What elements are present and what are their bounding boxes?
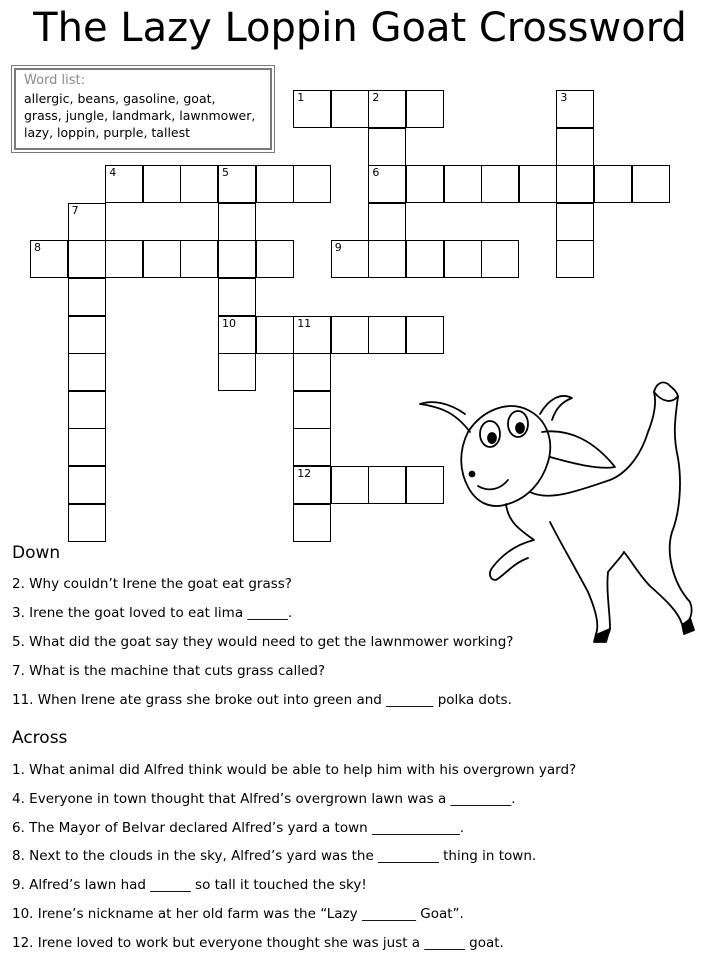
crossword-cell[interactable] — [256, 316, 294, 354]
crossword-cell[interactable] — [406, 316, 444, 354]
crossword-cell[interactable] — [68, 353, 106, 391]
crossword-cell[interactable] — [406, 240, 444, 278]
crossword-cell[interactable] — [105, 240, 143, 278]
crossword-cell[interactable] — [293, 316, 331, 354]
crossword-cell[interactable] — [256, 240, 294, 278]
across-clue: 10. Irene’s nickname at her old farm was the “Lazy ________ Goat”. — [12, 906, 464, 922]
clue-number: 5 — [222, 166, 229, 180]
clue-number: 6 — [372, 166, 380, 180]
crossword-cell[interactable] — [68, 316, 106, 354]
crossword-cell[interactable] — [519, 165, 557, 203]
crossword-cell[interactable] — [218, 278, 256, 316]
crossword-cell[interactable] — [293, 504, 331, 542]
crossword-cell[interactable] — [293, 165, 331, 203]
goat-leg — [490, 504, 534, 580]
crossword-cell[interactable] — [293, 391, 331, 429]
crossword-cell[interactable] — [331, 316, 369, 354]
crossword-cell[interactable] — [368, 90, 406, 128]
crossword-cell[interactable] — [293, 353, 331, 391]
word-list-line: lazy, loppin, purple, tallest — [24, 125, 191, 140]
crossword-cell[interactable] — [218, 240, 256, 278]
crossword-cell[interactable] — [218, 165, 256, 203]
crossword-cell[interactable] — [68, 391, 106, 429]
crossword-cell[interactable] — [556, 90, 594, 128]
crossword-cell[interactable] — [68, 278, 106, 316]
crossword-cell[interactable] — [293, 90, 331, 128]
across-heading: Across — [12, 728, 68, 748]
crossword-cell[interactable] — [556, 128, 594, 166]
crossword-cell[interactable] — [632, 165, 670, 203]
goat-ear — [542, 431, 615, 467]
crossword-cell[interactable] — [368, 203, 406, 241]
clue-number: 1 — [297, 91, 305, 104]
clue-number: 4 — [109, 166, 117, 180]
goat-horn-right — [540, 396, 572, 420]
goat-horn-left — [420, 402, 470, 432]
crossword-cell[interactable] — [218, 316, 256, 354]
across-clue: 9. Alfred’s lawn had ______ so tall it touched the sky! — [12, 877, 367, 893]
crossword-cell[interactable] — [256, 165, 294, 203]
clue-number: 9 — [334, 241, 342, 255]
clue-number: 2 — [372, 91, 380, 104]
word-list-line: allergic, beans, gasoline, goat, — [24, 91, 216, 106]
crossword-cell[interactable] — [293, 428, 331, 466]
down-heading: Down — [12, 543, 61, 563]
across-clue: 1. What animal did Alfred think would be able to help him with his overgrown yard? — [12, 762, 577, 778]
crossword-cell[interactable] — [68, 466, 106, 504]
crossword-cell[interactable] — [30, 240, 68, 278]
goat-body — [530, 392, 692, 624]
word-list-box — [14, 68, 272, 150]
crossword-cell[interactable] — [556, 203, 594, 241]
down-clue: 3. Irene the goat loved to eat lima ______. — [12, 605, 293, 621]
clue-number: 10 — [222, 316, 236, 330]
down-clue: 7. What is the machine that cuts grass called? — [12, 663, 326, 679]
clue-number: 8 — [34, 241, 41, 255]
crossword-cell[interactable] — [556, 240, 594, 278]
crossword-cell[interactable] — [368, 165, 406, 203]
crossword-cell[interactable] — [368, 240, 406, 278]
crossword-cell[interactable] — [68, 240, 106, 278]
word-list-words — [24, 90, 262, 141]
down-clue: 2. Why couldn’t Irene the goat eat grass? — [12, 576, 292, 592]
down-clue: 11. When Irene ate grass she broke out into green and _______ polka dots. — [12, 692, 512, 708]
goat-illustration — [410, 362, 710, 652]
clue-number: 3 — [560, 91, 568, 104]
crossword-cell[interactable] — [143, 165, 181, 203]
word-list-line: grass, jungle, landmark, lawnmower, — [24, 108, 256, 123]
crossword-cell[interactable] — [444, 240, 482, 278]
across-clue: 8. Next to the clouds in the sky, Alfred’s yard was the _________ thing in town. — [12, 848, 537, 864]
page-title: The Lazy Loppin Goat Crossword — [33, 5, 687, 51]
crossword-cell[interactable] — [331, 90, 369, 128]
goat-head — [461, 406, 550, 506]
crossword-cell[interactable] — [331, 466, 369, 504]
crossword-cell[interactable] — [68, 428, 106, 466]
crossword-cell[interactable] — [143, 240, 181, 278]
crossword-cell[interactable] — [481, 165, 519, 203]
crossword-cell[interactable] — [293, 466, 331, 504]
across-clue: 12. Irene loved to work but everyone thought she was just a ______ goat. — [12, 935, 504, 951]
crossword-cell[interactable] — [68, 203, 106, 241]
crossword-cell[interactable] — [556, 165, 594, 203]
crossword-cell[interactable] — [180, 240, 218, 278]
crossword-cell[interactable] — [368, 128, 406, 166]
crossword-cell[interactable] — [444, 165, 482, 203]
clue-number: 12 — [297, 467, 312, 480]
crossword-cell[interactable] — [180, 165, 218, 203]
crossword-cell[interactable] — [105, 165, 143, 203]
crossword-cell[interactable] — [406, 165, 444, 203]
across-clue: 6. The Mayor of Belvar declared Alfred’s yard a town _____________. — [12, 820, 465, 836]
crossword-cell[interactable] — [331, 240, 369, 278]
goat-leg — [550, 522, 610, 636]
crossword-cell[interactable] — [218, 353, 256, 391]
clue-number: 7 — [71, 203, 79, 217]
crossword-cell[interactable] — [368, 316, 406, 354]
across-clue: 4. Everyone in town thought that Alfred’s overgrown lawn was a _________. — [12, 791, 516, 807]
crossword-cell[interactable] — [481, 240, 519, 278]
crossword-cell[interactable] — [594, 165, 632, 203]
crossword-cell[interactable] — [406, 90, 444, 128]
word-list-title: Word list: — [24, 73, 86, 88]
crossword-cell[interactable] — [218, 203, 256, 241]
crossword-cell[interactable] — [68, 504, 106, 542]
crossword-cell[interactable] — [368, 466, 406, 504]
down-clue: 5. What did the goat say they would need to get the lawnmower working? — [12, 634, 514, 650]
clue-number: 11 — [297, 316, 312, 330]
